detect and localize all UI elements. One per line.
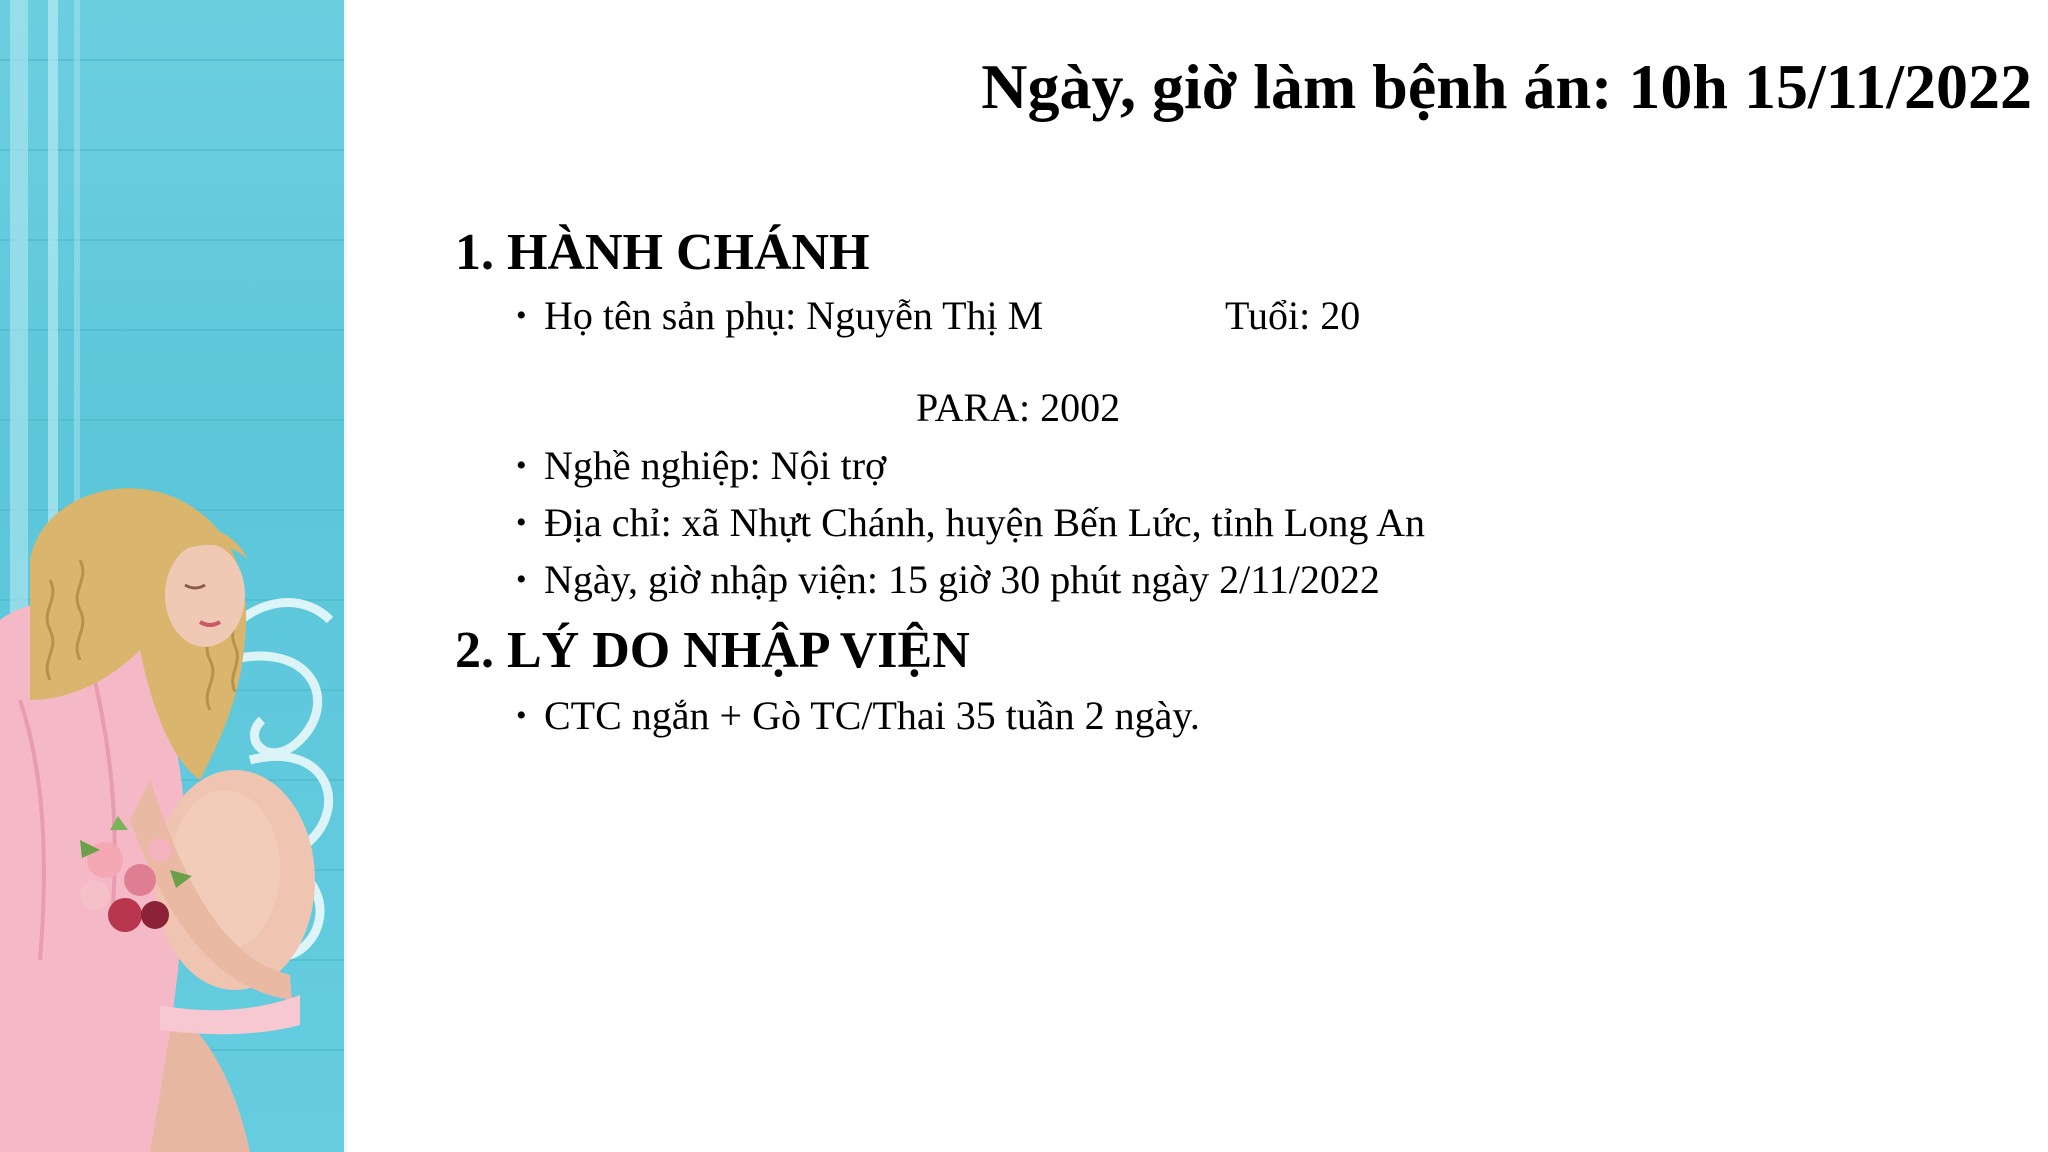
address-text: Địa chỉ: xã Nhựt Chánh, huyện Bến Lức, tỉnh Long An (544, 500, 1425, 545)
admission-reason-text: CTC ngắn + Gò TC/Thai 35 tuần 2 ngày. (544, 693, 1200, 738)
decorative-photo-panel (0, 0, 344, 1152)
list-item-patient-name (516, 292, 1044, 340)
slide-title: Ngày, giờ làm bệnh án: 10h 15/11/2022 (981, 51, 2032, 122)
bullet-icon: • (516, 506, 527, 539)
patient-age-text: Tuổi: 20 (1225, 293, 1361, 338)
patient-name-text: Họ tên sản phụ: Nguyễn Thị M (544, 293, 1044, 338)
bullet-icon: • (516, 699, 527, 732)
bullet-icon: • (516, 449, 527, 482)
list-item-address (516, 499, 1425, 547)
section-heading-reason: 2. LÝ DO NHẬP VIỆN (455, 622, 970, 679)
para-text: PARA: 2002 (916, 385, 1121, 430)
list-item-admission-reason (516, 692, 1200, 740)
pregnant-woman-illustration (0, 0, 344, 1152)
panel-divider (344, 0, 347, 1152)
bullet-icon: • (516, 299, 527, 332)
admission-date-text: Ngày, giờ nhập viện: 15 giờ 30 phút ngày 2/11/2022 (544, 557, 1380, 602)
bullet-icon: • (516, 563, 527, 596)
occupation-text: Nghề nghiệp: Nội trợ (544, 443, 887, 488)
list-item-admission-date (516, 556, 1380, 604)
list-item-occupation (516, 442, 887, 490)
section-heading-administrative: 1. HÀNH CHÁNH (455, 224, 870, 281)
